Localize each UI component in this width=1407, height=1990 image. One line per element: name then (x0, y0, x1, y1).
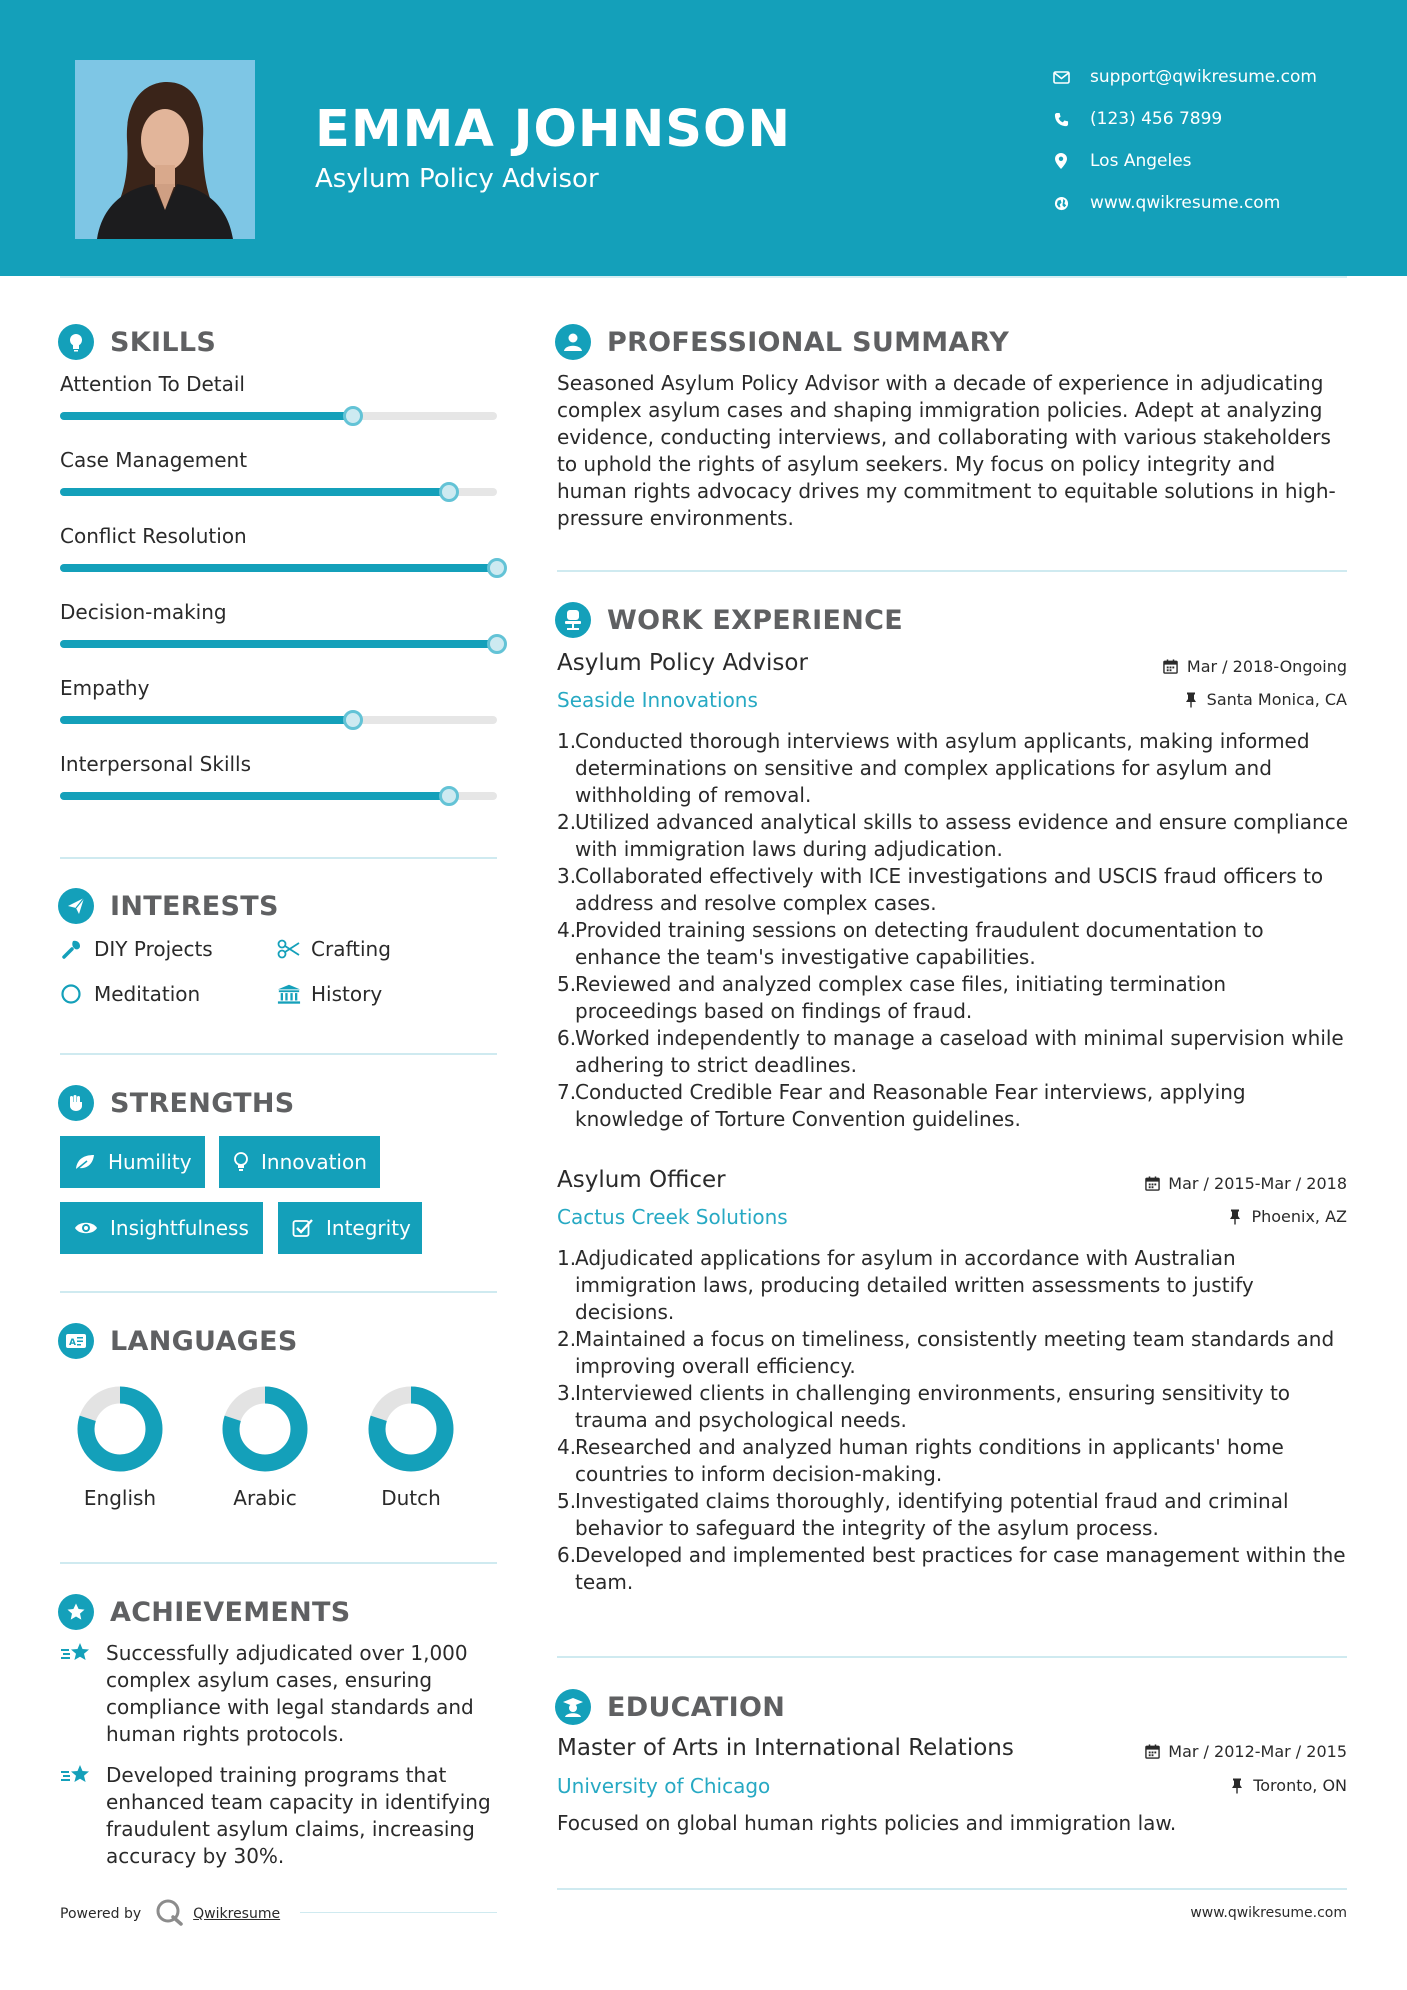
education-note: Focused on global human rights policies and immigration law. (557, 1811, 1177, 1835)
skills-heading (58, 322, 216, 362)
powered-by (60, 1900, 280, 1928)
skill-label: Decision-making (60, 600, 227, 624)
section-divider (557, 1656, 1347, 1658)
skill-bar (60, 716, 497, 724)
experience-heading (555, 600, 903, 640)
summary-heading (555, 322, 1009, 362)
phone-icon (1052, 110, 1070, 128)
language-item (205, 1384, 325, 1510)
user-icon (555, 324, 591, 360)
education-dates (1144, 1742, 1347, 1761)
resume-header (0, 0, 1407, 276)
education-heading (555, 1687, 785, 1727)
job-location-text: Phoenix, AZ (1251, 1207, 1347, 1226)
leaf-icon (74, 1150, 96, 1174)
strength-badge (219, 1136, 380, 1188)
strength-label: Humility (108, 1150, 192, 1174)
svg-text:A: A (69, 1338, 76, 1348)
star-icon (58, 1594, 94, 1630)
experience-title: WORK EXPERIENCE (607, 604, 903, 636)
job-bullet: 2. Maintained a focus on timeliness, consistently meeting team standards and improving overall efficiency. (557, 1326, 1352, 1380)
section-divider (60, 1562, 497, 1564)
contact-website-text[interactable]: www.qwikresume.com (1090, 193, 1281, 213)
skill-bar-fill (60, 412, 353, 420)
job-bullet: 3. Collaborated effectively with ICE investigations and USCIS fraud officers to address and resolve complex cases. (557, 863, 1352, 917)
job-bullet-text: Maintained a focus on timeliness, consistently meeting team standards and improving overall efficiency. (575, 1327, 1335, 1378)
interest-item (277, 979, 382, 1009)
candidate-role: Asylum Policy Advisor (315, 164, 599, 194)
skill-bar-fill (60, 792, 449, 800)
skill-bar-fill (60, 564, 497, 572)
language-label: English (83, 1486, 157, 1510)
job-bullet-text: Provided training sessions on detecting fraudulent documentation to enhance the team's investigative capabilities. (575, 918, 1264, 969)
interest-label: DIY Projects (94, 937, 213, 961)
skills-title: SKILLS (110, 326, 217, 358)
job-bullet: 5. Reviewed and analyzed complex case files, initiating termination proceedings based on findings of fraud. (557, 971, 1352, 1025)
interest-label: History (311, 982, 383, 1006)
interest-item (277, 934, 391, 964)
lightbulb-icon (58, 324, 94, 360)
skill-bar (60, 412, 497, 420)
job-bullet: 6. Developed and implemented best practices for case management within the team. (557, 1542, 1352, 1596)
contact-list (1052, 56, 1317, 224)
skill-bar-knob (439, 482, 459, 502)
calendar-icon (1163, 659, 1179, 675)
skill-bar (60, 640, 497, 648)
skill-bar-knob (487, 558, 507, 578)
strengths-heading (58, 1083, 295, 1123)
job-bullet: 4. Researched and analyzed human rights conditions in applicants' home countries to inform decision-making. (557, 1434, 1352, 1488)
job-bullet-text: Utilized advanced analytical skills to assess evidence and ensure compliance with immigration laws during adjudication. (575, 810, 1348, 861)
interest-item (60, 979, 200, 1009)
job-bullet-text: Conducted Credible Fear and Reasonable Fear interviews, applying knowledge of Torture Convention guidelines. (575, 1080, 1246, 1131)
skill-item (60, 600, 497, 676)
achievement-item (60, 1640, 505, 1748)
job-location-text: Santa Monica, CA (1206, 690, 1347, 709)
header-divider (60, 276, 1347, 278)
skill-bar-knob (439, 786, 459, 806)
interests-heading (58, 886, 279, 926)
skill-label: Case Management (60, 448, 248, 472)
skill-item (60, 676, 497, 752)
interest-label: Meditation (94, 982, 201, 1006)
pushpin-icon (1229, 1778, 1245, 1794)
section-divider (557, 1888, 1347, 1890)
pushpin-icon (1183, 692, 1199, 708)
strength-label: Integrity (326, 1216, 411, 1240)
contact-email-text[interactable]: support@qwikresume.com (1090, 67, 1317, 87)
job-bullet: 2. Utilized advanced analytical skills to assess evidence and ensure compliance with immigration laws during adjudication. (557, 809, 1352, 863)
summary-text: Seasoned Asylum Policy Advisor with a decade of experience in adjudicating complex asylum cases and shaping immigration policies. Adept at analyzing evidence, conducting interviews, and collaborating with various stakeholders to uphold the rights of asylum seekers. My focus on policy integrity and human rights advocacy drives my commitment to equitable solutions in high-pressure environments. (557, 371, 1336, 530)
map-pin-icon (1052, 152, 1070, 170)
shooting-star-icon (60, 1762, 94, 1792)
globe-icon (1052, 194, 1070, 212)
language-item (60, 1384, 180, 1510)
footer-divider (300, 1912, 497, 1913)
job-dates-text: Mar / 2015-Mar / 2018 (1168, 1174, 1347, 1193)
job-bullet-text: Conducted thorough interviews with asylum applicants, making informed determinations on sensitive and complex applications for asylum and withholding of removal. (575, 729, 1310, 807)
skill-item (60, 524, 497, 600)
job-dates (1144, 1174, 1347, 1193)
summary-title: PROFESSIONAL SUMMARY (607, 326, 1010, 358)
calendar-icon (1144, 1176, 1160, 1192)
pushpin-icon (1227, 1209, 1243, 1225)
job-title: Asylum Policy Advisor (557, 650, 808, 676)
strength-label: Innovation (261, 1150, 367, 1174)
school-name: University of Chicago (557, 1774, 771, 1798)
translate-icon (58, 1323, 94, 1359)
check-square-icon (292, 1216, 314, 1240)
strengths-title: STRENGTHS (110, 1087, 295, 1119)
calendar-icon (1144, 1744, 1160, 1760)
languages-title: LANGUAGES (110, 1325, 298, 1357)
contact-location-text: Los Angeles (1090, 151, 1192, 171)
eye-icon (74, 1216, 98, 1240)
education-location (1229, 1776, 1347, 1795)
job-company: Cactus Creek Solutions (557, 1205, 788, 1229)
contact-phone (1052, 98, 1317, 140)
museum-icon (277, 982, 301, 1006)
skill-bar-fill (60, 716, 353, 724)
skill-bar (60, 488, 497, 496)
job-location (1227, 1207, 1347, 1226)
languages-heading (58, 1321, 298, 1361)
scissors-icon (277, 937, 301, 961)
achievement-text: Developed training programs that enhanced team capacity in identifying fraudulent asylum claims, increasing accuracy by 30%. (106, 1763, 491, 1868)
education-location-text: Toronto, ON (1253, 1776, 1347, 1795)
skill-label: Attention To Detail (60, 372, 245, 396)
graduate-icon (555, 1689, 591, 1725)
qwikresume-link[interactable]: Qwikresume (193, 1906, 281, 1922)
job-company: Seaside Innovations (557, 688, 758, 712)
job-bullet: 4. Provided training sessions on detecting fraudulent documentation to enhance the team's investigative capabilities. (557, 917, 1352, 971)
skill-label: Conflict Resolution (60, 524, 247, 548)
job-bullet-text: Worked independently to manage a caseload with minimal supervision while adhering to strict deadlines. (575, 1026, 1344, 1077)
section-divider (60, 1291, 497, 1293)
skill-bar-fill (60, 640, 497, 648)
qwikresume-logo-icon (155, 1898, 185, 1930)
skill-item (60, 752, 497, 828)
fist-icon (58, 1085, 94, 1121)
education-title: EDUCATION (607, 1691, 786, 1723)
envelope-icon (1052, 68, 1070, 86)
achievement-text: Successfully adjudicated over 1,000 complex asylum cases, ensuring compliance with legal standards and human rights protocols. (106, 1641, 474, 1746)
language-item (351, 1384, 471, 1510)
profile-photo (75, 60, 255, 239)
language-label: Arabic (233, 1486, 297, 1510)
job-dates (1163, 657, 1347, 676)
degree-title: Master of Arts in International Relations (557, 1735, 1014, 1761)
candidate-name: EMMA JOHNSON (315, 100, 792, 159)
job-bullets (557, 1245, 1352, 1596)
section-divider (60, 857, 497, 859)
education-dates-text: Mar / 2012-Mar / 2015 (1168, 1742, 1347, 1761)
achievements-heading (58, 1592, 351, 1632)
contact-website (1052, 182, 1317, 224)
job-bullet: 5. Investigated claims thoroughly, identifying potential fraud and criminal behavior to safeguard the integrity of the asylum process. (557, 1488, 1352, 1542)
contact-location (1052, 140, 1317, 182)
job-bullet: 7. Conducted Credible Fear and Reasonable Fear interviews, applying knowledge of Torture Convention guidelines. (557, 1079, 1352, 1133)
skill-label: Interpersonal Skills (60, 752, 252, 776)
job-bullets (557, 728, 1352, 1133)
skill-bar-knob (487, 634, 507, 654)
paper-plane-icon (58, 888, 94, 924)
office-chair-icon (555, 602, 591, 638)
interest-label: Crafting (311, 937, 391, 961)
skill-bar (60, 792, 497, 800)
language-donut (220, 1384, 310, 1474)
language-label: Dutch (381, 1486, 441, 1510)
job-bullet-text: Adjudicated applications for asylum in accordance with Australian immigration laws, producing detailed written assessments to justify decisions. (575, 1246, 1254, 1324)
job-dates-text: Mar / 2018-Ongoing (1186, 657, 1347, 676)
contact-phone-text: (123) 456 7899 (1090, 109, 1223, 129)
skill-bar-knob (343, 710, 363, 730)
job-bullet-text: Collaborated effectively with ICE investigations and USCIS fraud officers to address and resolve complex cases. (575, 864, 1324, 915)
skill-item (60, 448, 497, 524)
strength-badge (60, 1202, 263, 1254)
job-bullet-text: Researched and analyzed human rights conditions in applicants' home countries to inform decision-making. (575, 1435, 1284, 1486)
job-bullet: 3. Interviewed clients in challenging environments, ensuring sensitivity to trauma and psychological needs. (557, 1380, 1352, 1434)
achievement-item (60, 1762, 505, 1870)
skill-bar-fill (60, 488, 449, 496)
footer-url[interactable]: www.qwikresume.com (1190, 1905, 1347, 1921)
strength-badge (60, 1136, 205, 1188)
skill-item (60, 372, 497, 448)
contact-email (1052, 56, 1317, 98)
section-divider (557, 570, 1347, 572)
job-bullet-text: Interviewed clients in challenging environments, ensuring sensitivity to trauma and psychological needs. (575, 1381, 1291, 1432)
circle-icon (60, 982, 84, 1006)
language-donut (366, 1384, 456, 1474)
achievements-title: ACHIEVEMENTS (110, 1596, 351, 1628)
interests-title: INTERESTS (110, 890, 279, 922)
job-title: Asylum Officer (557, 1167, 726, 1193)
skill-bar (60, 564, 497, 572)
skill-label: Empathy (60, 676, 150, 700)
skill-bar-knob (343, 406, 363, 426)
job-bullet-text: Reviewed and analyzed complex case files, initiating termination proceedings based on findings of fraud. (575, 972, 1227, 1023)
lightbulb-icon (233, 1150, 249, 1174)
language-donut (75, 1384, 165, 1474)
job-bullet: 6. Worked independently to manage a caseload with minimal supervision while adhering to strict deadlines. (557, 1025, 1352, 1079)
strength-badge (278, 1202, 422, 1254)
shooting-star-icon (60, 1640, 94, 1670)
job-bullet-text: Developed and implemented best practices for case management within the team. (575, 1543, 1346, 1594)
job-bullet: 1. Adjudicated applications for asylum in accordance with Australian immigration laws, producing detailed written assessments to justify decisions. (557, 1245, 1352, 1326)
powered-by-label: Powered by (60, 1906, 142, 1922)
interest-item (60, 934, 213, 964)
section-divider (60, 1053, 497, 1055)
job-bullet: 1. Conducted thorough interviews with asylum applicants, making informed determinations on sensitive and complex applications for asylum and withholding of removal. (557, 728, 1352, 809)
job-location (1183, 690, 1347, 709)
wrench-icon (60, 937, 84, 961)
job-bullet-text: Investigated claims thoroughly, identifying potential fraud and criminal behavior to safeguard the integrity of the asylum process. (575, 1489, 1289, 1540)
strength-label: Insightfulness (110, 1216, 249, 1240)
